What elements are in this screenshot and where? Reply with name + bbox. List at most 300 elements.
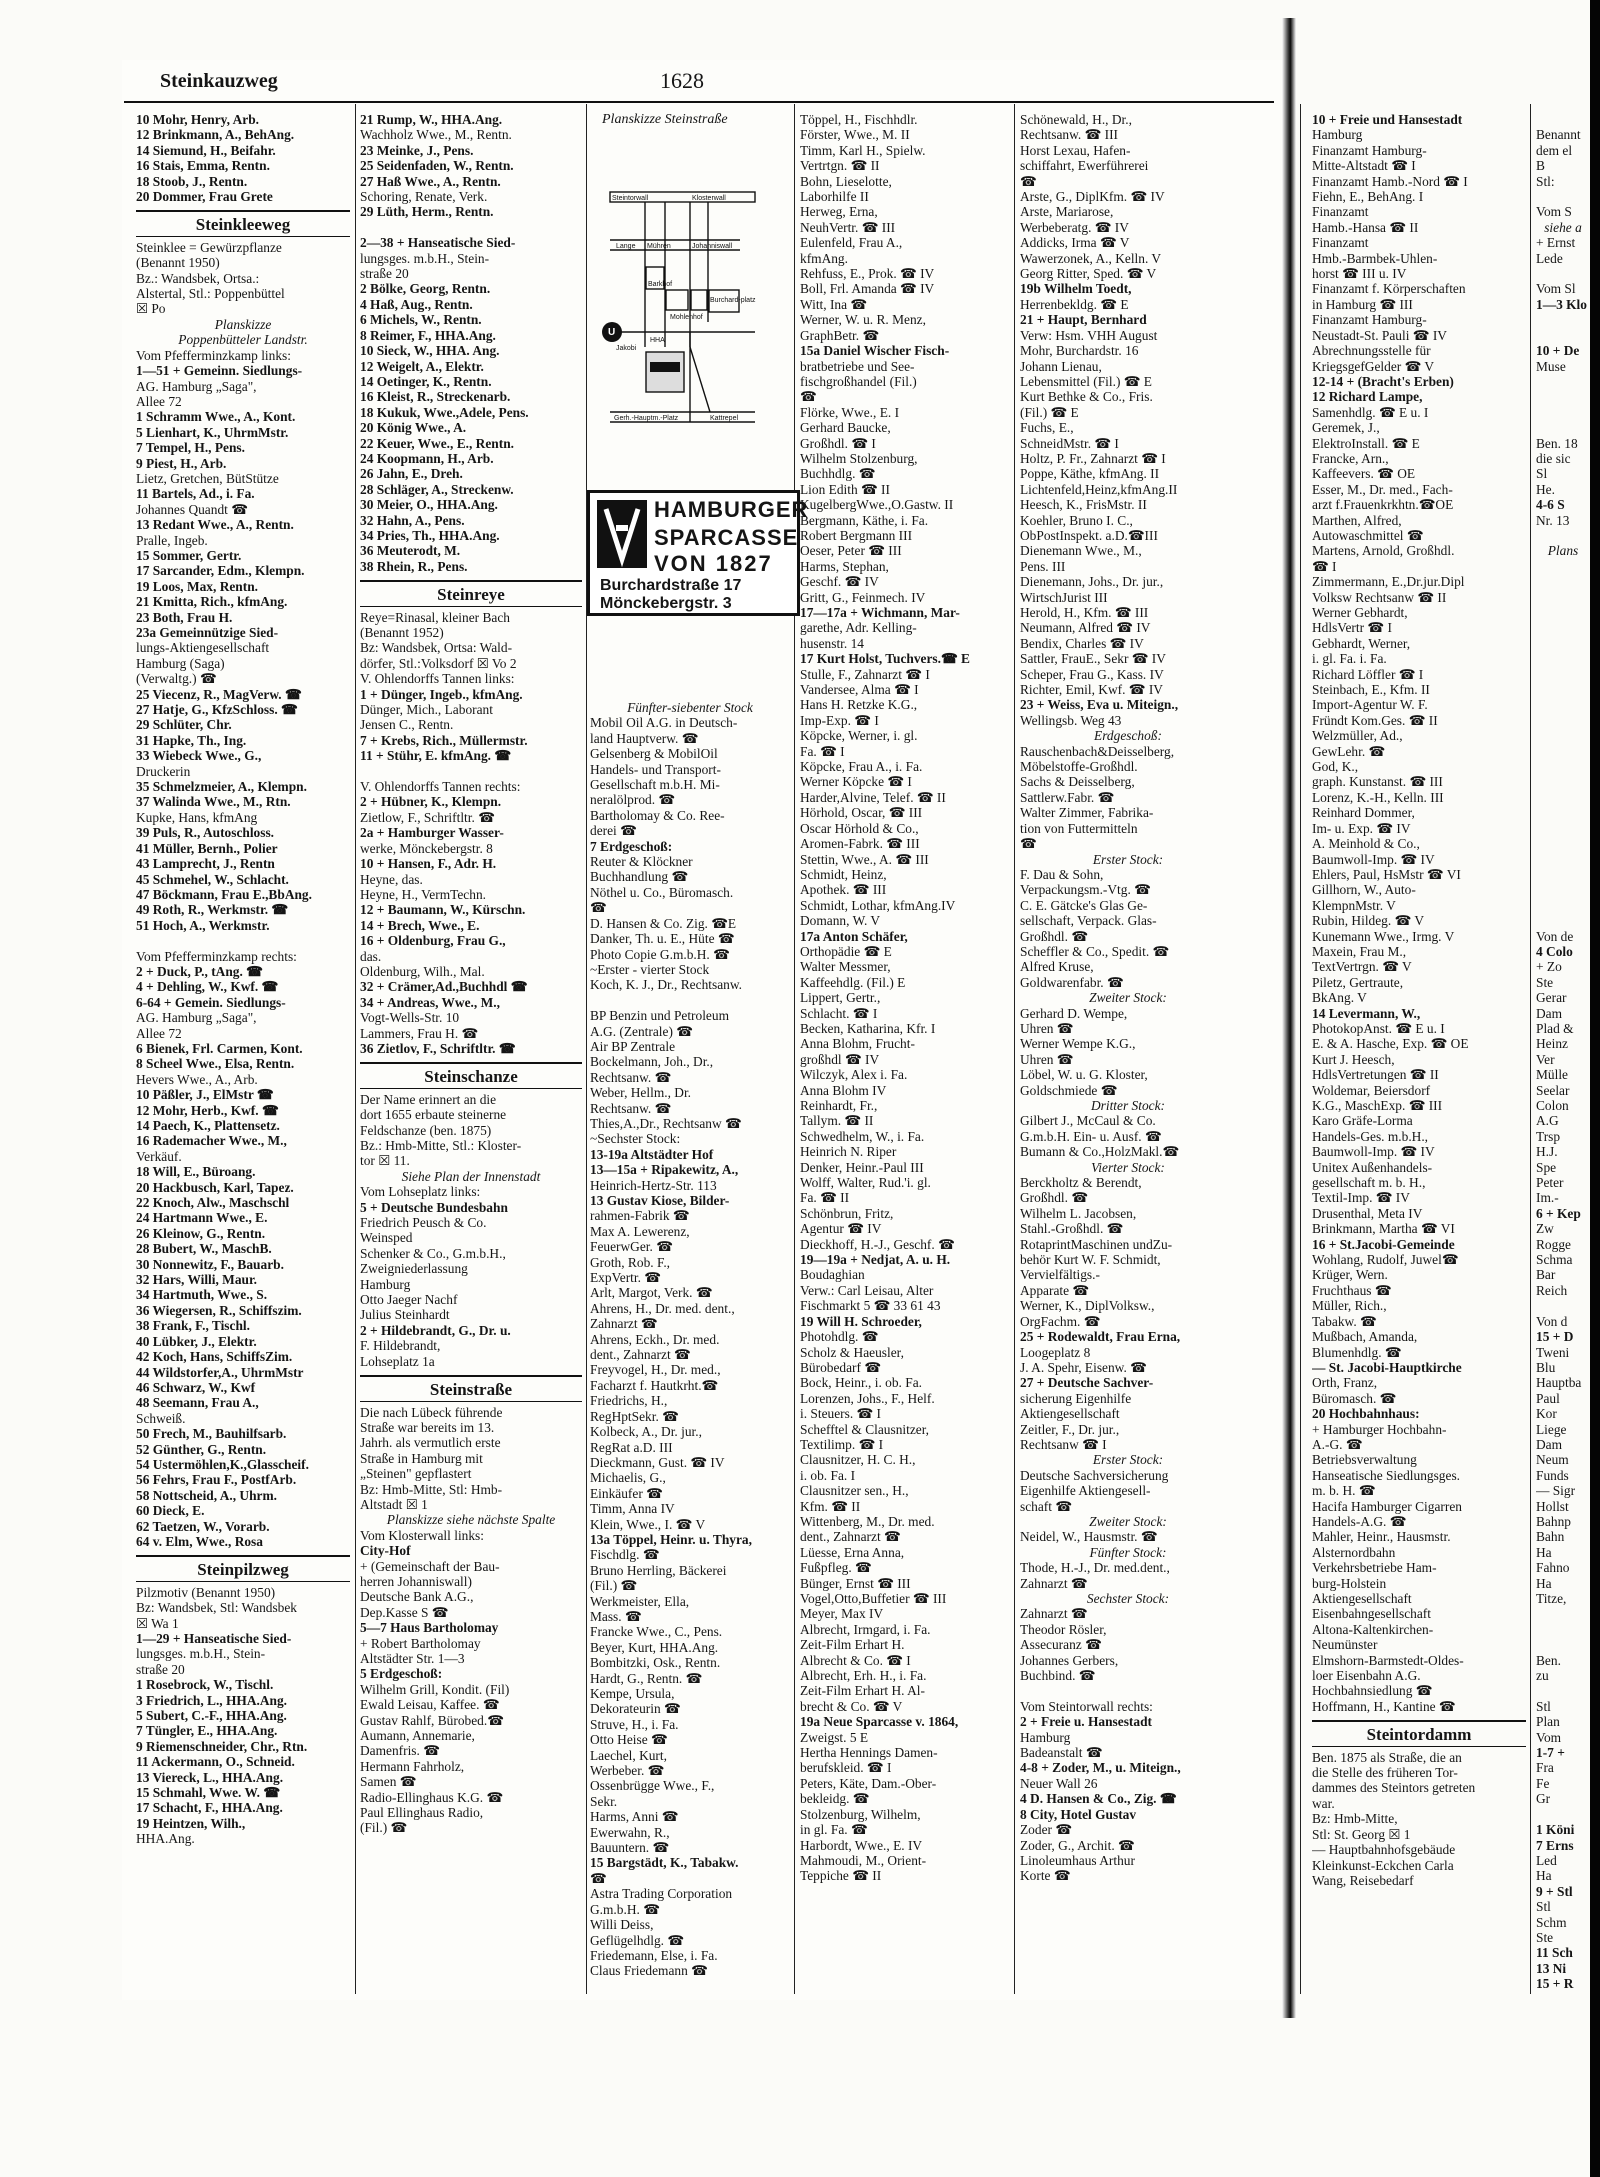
directory-entry: Gritt, G., Feinmech. IV <box>800 589 926 605</box>
map-label: Mohlenhof <box>670 314 703 321</box>
directory-entry: 15 + D <box>1536 1329 1574 1345</box>
map-label: Gerh.-Hauptm.-Platz <box>614 415 679 422</box>
directory-entry: Herweg, Erna, <box>800 204 878 220</box>
directory-entry: 18 Will, E., Büroang. <box>136 1164 256 1180</box>
directory-entry: Mohr, Burchardstr. 16 <box>1020 343 1139 359</box>
directory-entry: Verkäuf. <box>136 1148 182 1164</box>
directory-entry: Paul Ellinghaus Radio, <box>360 1805 484 1821</box>
directory-entry: Schoring, Renate, Verk. <box>360 189 488 205</box>
map-title: Planskizze Steinstraße <box>602 112 728 127</box>
directory-entry: Colon <box>1536 1098 1569 1113</box>
directory-entry: Schmidt, Lothar, kfmAng.IV <box>800 897 956 913</box>
directory-entry: Harbordt, Wwe., E. IV <box>800 1837 923 1853</box>
directory-entry: Denker, Heinr.-Paul III <box>800 1159 924 1175</box>
section-note: siehe a <box>1544 219 1582 235</box>
directory-entry: 27 + Deutsche Sachver- <box>1020 1375 1154 1391</box>
directory-entry: AG. Hamburg „Saga", <box>136 1010 257 1026</box>
section-note: Erster Stock: <box>1092 1452 1164 1468</box>
directory-entry: Buchhdlg. ☎ <box>800 466 876 482</box>
directory-entry: Ver <box>1536 1051 1555 1067</box>
directory-entry: 64 v. Elm, Wwe., Rosa <box>136 1533 263 1549</box>
directory-entry: Wohlang, Rudolf, Juwel☎ <box>1312 1252 1459 1268</box>
directory-entry: SchneidMstr. ☎ I <box>1020 435 1119 451</box>
directory-entry: die sic <box>1536 450 1571 466</box>
directory-entry: (Fil.) ☎ <box>360 1820 408 1836</box>
section-note: Erster Stock: <box>1092 851 1164 867</box>
directory-entry: Großhdl. ☎ I <box>800 435 876 451</box>
directory-entry: Bahn <box>1536 1529 1565 1545</box>
directory-entry: schiffahrt, Ewerführerei <box>1020 158 1149 174</box>
directory-entry: Fründt Kom.Ges. ☎ II <box>1312 712 1438 728</box>
directory-entry: Becken, Katharina, Kfr. I <box>800 1020 936 1036</box>
directory-entry: 2a + Hamburger Wasser- <box>360 825 504 841</box>
directory-entry: KlempnMstr. V <box>1312 897 1396 913</box>
directory-entry: Vom Steintorwall rechts: <box>1020 1698 1153 1714</box>
directory-entry: Straße in Hamburg mit <box>360 1450 483 1466</box>
directory-entry: Reye=Rinasal, kleiner Bach <box>360 609 510 625</box>
directory-entry: + Robert Bartholomay <box>360 1635 481 1651</box>
directory-entry: 15 + R <box>1536 1976 1574 1992</box>
directory-entry: 2—38 + Hanseatische Sied- <box>360 235 516 251</box>
directory-entry: 26 Jahn, E., Dreh. <box>360 466 463 482</box>
directory-entry: Gillhorn, W., Auto- <box>1312 882 1416 898</box>
directory-entry: Gustav Rahlf, Bürobed.☎ <box>360 1712 504 1728</box>
directory-entry: ObPostInspekt. a.D.☎III <box>1020 527 1158 543</box>
directory-entry: Kleinkunst-Eckchen Carla <box>1312 1857 1454 1873</box>
directory-entry: Ossenbrügge Wwe., F., <box>590 1778 715 1794</box>
directory-entry: „Steinen" gepflastert <box>360 1466 472 1482</box>
directory-entry: Ha <box>1536 1544 1552 1560</box>
directory-entry: Eigenhilfe Aktiengesell- <box>1020 1483 1151 1499</box>
directory-entry: Clausnitzer, H. C. H., <box>800 1452 916 1468</box>
directory-entry: Aromen-Fabrk. ☎ III <box>800 836 920 852</box>
directory-entry: Esser, M., Dr. med., Fach- <box>1312 481 1453 497</box>
directory-entry: Ben. 18 <box>1536 435 1578 451</box>
directory-entry: Air BP Zentrale <box>590 1038 676 1054</box>
directory-entry: Handels-Ges. m.b.H., <box>1312 1128 1429 1144</box>
spacer <box>590 993 790 1008</box>
directory-entry: lungsges. m.b.H., Stein- <box>360 250 490 266</box>
directory-entry: 24 Hartmann Wwe., E. <box>136 1210 268 1226</box>
directory-entry: Vertrtgn. ☎ II <box>800 158 880 174</box>
directory-entry: behör Kurt W. F. Schmidt, <box>1020 1252 1161 1268</box>
directory-entry: Pralle, Ingeb. <box>136 532 208 548</box>
map-label: Lange <box>616 243 636 250</box>
directory-entry: 22 Keuer, Wwe., E., Rentn. <box>360 435 514 451</box>
directory-entry: GraphBetr. ☎ <box>800 327 880 343</box>
spacer <box>1536 312 1590 327</box>
directory-entry: Alsternordbahn <box>1312 1544 1396 1560</box>
ad-address-2: Mönckebergstr. 3 <box>600 595 732 612</box>
spacer <box>1536 836 1590 851</box>
directory-entry: 28 Bubert, W., MaschB. <box>136 1241 272 1257</box>
directory-entry: graph. Kunstanst. ☎ III <box>1312 774 1443 790</box>
directory-entry: Mußbach, Amanda, <box>1312 1329 1418 1345</box>
directory-entry: straße 20 <box>136 1661 185 1677</box>
directory-entry: G.m.b.H. ☎ <box>590 1901 660 1917</box>
directory-entry: Stl <box>1536 1698 1551 1714</box>
directory-entry: Bz: Wandsbek, Ortsa: Wald- <box>360 640 513 656</box>
directory-entry: Poppe, Käthe, kfmAng. II <box>1020 466 1160 482</box>
directory-entry: Samen ☎ <box>360 1774 417 1790</box>
directory-entry: Welzmüller, Ad., <box>1312 728 1403 744</box>
directory-entry: 11 Bartels, Ad., i. Fa. <box>136 486 255 502</box>
directory-entry: (Benannt 1952) <box>360 625 444 640</box>
directory-entry: Bartholomay & Co. Ree- <box>590 807 725 823</box>
directory-entry: RegHptSekr. ☎ <box>590 1408 679 1424</box>
spacer <box>360 764 582 779</box>
directory-entry: — Sigr <box>1536 1483 1576 1499</box>
directory-entry: Schönewald, H., Dr., <box>1020 112 1132 127</box>
directory-entry: 13a Töppel, Heinr. u. Thyra, <box>590 1531 752 1547</box>
directory-entry: Straße war bereits im 13. <box>360 1419 495 1435</box>
directory-entry: + Hamburger Hochbahn- <box>1312 1421 1447 1437</box>
directory-entry: Finanzamt Hamb.-Nord ☎ I <box>1312 173 1468 189</box>
directory-entry: 1 Rosebrock, W., Tischl. <box>136 1677 274 1693</box>
directory-entry: Holtz, P. Fr., Zahnarzt ☎ I <box>1020 450 1166 466</box>
section-note: Planskizze siehe nächste Spalte <box>386 1512 556 1528</box>
directory-entry: Facharzt f. Hautkrht.☎ <box>590 1377 719 1393</box>
directory-entry: Lippert, Gertr., <box>800 990 881 1006</box>
directory-entry: Francke Wwe., C., Pens. <box>590 1624 723 1640</box>
directory-entry: Die nach Lübeck führende <box>360 1404 503 1420</box>
directory-entry: Meyer, Max IV <box>800 1606 884 1622</box>
directory-entry: Schma <box>1536 1252 1573 1268</box>
directory-entry: 29 Schlüter, Chr. <box>136 717 232 733</box>
directory-entry: 24 Koopmann, H., Arb. <box>360 450 494 466</box>
directory-entry: ☎ <box>590 1870 607 1886</box>
directory-entry: neralölprod. ☎ <box>590 792 676 808</box>
map-label: HHA <box>650 337 665 344</box>
directory-entry: ~Sechster Stock: <box>590 1131 681 1147</box>
column-divider <box>1300 104 1301 1994</box>
directory-entry: 8 City, Hotel Gustav <box>1020 1806 1137 1822</box>
directory-entry: Hamburg (Saga) <box>136 655 225 671</box>
directory-entry: G.m.b.H. Ein- u. Ausf. ☎ <box>1020 1128 1162 1144</box>
directory-entry: Zweigniederlassung <box>360 1261 468 1277</box>
directory-entry: 5 Subert, C.-F., HHA.Ang. <box>136 1708 287 1724</box>
directory-entry: garethe, Adr. Kelling- <box>800 620 917 636</box>
directory-entry: Theodor Rösler, <box>1020 1621 1107 1637</box>
directory-entry: Titze, <box>1536 1591 1567 1606</box>
directory-entry: Harms, Anni ☎ <box>590 1809 679 1825</box>
spacer <box>1536 266 1590 281</box>
directory-entry: Zahnarzt ☎ <box>1020 1606 1088 1622</box>
directory-entry: Heinrich N. Riper <box>800 1144 897 1160</box>
map-label: Johanniswall <box>692 243 733 250</box>
directory-entry: Gr <box>1536 1791 1551 1807</box>
spacer <box>136 933 350 948</box>
directory-entry: Thies,A.,Dr., Rechtsanw ☎ <box>590 1115 742 1131</box>
directory-entry: Stettin, Wwe., A. ☎ III <box>800 851 929 867</box>
street-heading: Steinkleeweg <box>136 210 350 236</box>
directory-entry: 3 Friedrich, L., HHA.Ang. <box>136 1692 288 1708</box>
directory-entry: Schönbrun, Fritz, <box>800 1205 894 1221</box>
directory-entry: m. b. H. ☎ <box>1312 1483 1376 1499</box>
directory-entry: derei ☎ <box>590 823 637 839</box>
directory-entry: herren Johanniswall) <box>360 1573 472 1589</box>
directory-entry: 5 + Deutsche Bundesbahn <box>360 1199 508 1215</box>
directory-entry: Herrenbekldg. ☎ E <box>1020 296 1129 312</box>
directory-entry: Schwedhelm, W., i. Fa. <box>800 1128 925 1144</box>
directory-entry: Anna Blohm, Frucht- <box>800 1036 915 1052</box>
directory-entry: Seelar <box>1536 1082 1570 1098</box>
directory-entry: Lorenz, K.-H., Kelln. III <box>1312 789 1444 805</box>
column-divider <box>794 104 795 1994</box>
directory-entry: bratbetriebe und See- <box>800 358 915 374</box>
directory-entry: 7 Tüngler, E., HHA.Ang. <box>136 1723 278 1739</box>
directory-entry: 6 Bienek, Frl. Carmen, Kont. <box>136 1040 303 1056</box>
directory-entry: Johannes Gerbers, <box>1020 1652 1119 1668</box>
directory-entry: Hoffmann, H., Kantine ☎ <box>1312 1698 1456 1714</box>
directory-entry: Hollst <box>1536 1498 1569 1514</box>
directory-entry: Fe <box>1536 1775 1550 1791</box>
directory-entry: Photo Copie G.m.b.H. ☎ <box>590 946 730 962</box>
directory-entry: 34 + Andreas, Wwe., M., <box>360 994 500 1010</box>
directory-entry: Verpackungsm.-Vtg. ☎ <box>1020 882 1151 898</box>
directory-entry: Verw.: Carl Leisau, Alter <box>800 1282 934 1298</box>
directory-entry: OrgFachm. ☎ <box>1020 1313 1101 1329</box>
directory-entry: 4 D. Hansen & Co., Zig. ☎ <box>1020 1791 1177 1807</box>
directory-entry: Uhren ☎ <box>1020 1051 1074 1067</box>
directory-entry: 16 Stais, Emma, Rentn. <box>136 158 270 174</box>
directory-entry: Schlacht. ☎ I <box>800 1005 878 1021</box>
directory-entry: i. gl. Fa. i. Fa. <box>1312 651 1387 667</box>
directory-entry: Vom Lohseplatz links: <box>360 1184 481 1200</box>
directory-entry: tor ☒ 11. <box>360 1153 410 1169</box>
directory-entry: Oscar Hörhold & Co., <box>800 820 919 836</box>
column-divider <box>1530 104 1531 1994</box>
directory-entry: Bahnp <box>1536 1513 1571 1529</box>
directory-entry: Boll, Frl. Amanda ☎ IV <box>800 281 935 297</box>
directory-column-2 <box>360 112 582 2002</box>
directory-entry: Assecuranz ☎ <box>1020 1637 1102 1653</box>
directory-entry: Mahler, Heinr., Hausmstr. <box>1312 1529 1451 1545</box>
directory-entry: Zoder ☎ <box>1020 1822 1072 1838</box>
directory-entry: Dieckhoff, H.-J., Geschf. ☎ <box>800 1236 955 1252</box>
spacer <box>1536 728 1590 743</box>
spacer <box>1536 805 1590 820</box>
directory-entry: Kolbeck, A., Dr. jur., <box>590 1424 702 1440</box>
directory-entry: 4 + Dehling, W., Kwf. ☎ <box>136 979 279 995</box>
directory-entry: Bünger, Ernst ☎ III <box>800 1575 911 1591</box>
directory-entry: Bz: Wandsbek, Stl: Wandsbek <box>136 1600 297 1616</box>
directory-entry: dent., Zahnarzt ☎ <box>800 1529 901 1545</box>
directory-entry: Fischdlg. ☎ <box>590 1547 660 1563</box>
directory-entry: 10 + Freie und Hansestadt <box>1312 112 1463 127</box>
directory-entry: 36 Zietlov, F., Schriftltr. ☎ <box>360 1040 516 1056</box>
directory-entry: 2 + Hübner, K., Klempn. <box>360 794 502 810</box>
directory-entry: Damenfris. ☎ <box>360 1743 440 1759</box>
directory-entry: Gelsenberg & MobilOil <box>590 746 718 762</box>
directory-entry: 12 Mohr, Herb., Kwf. ☎ <box>136 1102 279 1118</box>
directory-entry: Astra Trading Corporation <box>590 1886 733 1902</box>
directory-entry: Lorenzen, Johs., F., Helf. <box>800 1390 935 1406</box>
directory-entry: Köpcke, Werner, i. gl. <box>800 728 918 744</box>
directory-entry: 11 Sch <box>1536 1945 1573 1961</box>
directory-entry: 1 Schramm Wwe., A., Kont. <box>136 409 296 425</box>
directory-entry: 14 Oetinger, K., Rentn. <box>360 373 492 389</box>
directory-entry: 36 Meuterodt, M. <box>360 543 461 559</box>
directory-entry: A.-G. ☎ <box>1312 1436 1363 1452</box>
directory-entry: Bz.: Wandsbek, Ortsa.: <box>136 270 260 286</box>
directory-entry: 54 Ustermöhlen,K.,Glasscheif. <box>136 1456 309 1472</box>
directory-entry: He. <box>1536 481 1555 497</box>
directory-entry: Mülle <box>1536 1067 1568 1083</box>
directory-entry: 34 Pries, Th., HHA.Ang. <box>360 527 500 543</box>
directory-entry: 1 Köni <box>1536 1822 1575 1838</box>
directory-entry: Neidel, W., Hausmstr. ☎ <box>1020 1529 1158 1545</box>
directory-entry: 26 Kleinow, G., Rentn. <box>136 1225 266 1241</box>
directory-entry: Hörhold, Oscar, ☎ III <box>800 805 923 821</box>
directory-entry: (Fil.) ☎ E <box>1020 404 1079 420</box>
directory-entry: Georg Ritter, Sped. ☎ V <box>1020 266 1157 282</box>
directory-entry: Ha <box>1536 1868 1552 1884</box>
directory-entry: 32 Hars, Willi, Maur. <box>136 1272 258 1288</box>
directory-entry: Trsp <box>1536 1128 1561 1144</box>
spacer <box>1536 667 1590 682</box>
map-label: U <box>608 327 616 338</box>
directory-entry: Wilczyk, Alex i. Fa. <box>800 1067 908 1083</box>
directory-entry: 38 Rhein, R., Pens. <box>360 558 468 574</box>
spacer <box>1536 374 1590 389</box>
directory-entry: Ste <box>1536 974 1554 990</box>
directory-entry: Dam <box>1536 1436 1563 1452</box>
directory-entry: 19b Wilhelm Toedt, <box>1020 281 1132 297</box>
directory-entry: 12 Weigelt, A., Elektr. <box>360 358 484 374</box>
directory-entry: 38 Frank, F., Tischl. <box>136 1318 250 1334</box>
directory-entry: Bombitzki, Osk., Rentn. <box>590 1655 721 1671</box>
directory-entry: sellschaft, Verpack. Glas- <box>1020 913 1157 929</box>
directory-entry: God, K., <box>1312 759 1359 775</box>
directory-entry: Dam <box>1536 1005 1563 1021</box>
map-label: Barkhof <box>648 281 673 288</box>
directory-entry: Scheper, Frau G., Kass. IV <box>1020 666 1164 682</box>
directory-column-7-cut <box>1536 112 1590 2002</box>
directory-entry: sicherung Eigenhilfe <box>1020 1390 1132 1406</box>
directory-entry: 44 Wildstorfer,A., UhrmMstr <box>136 1364 304 1380</box>
directory-entry: Hauptba <box>1536 1375 1582 1391</box>
page-number: 1628 <box>660 68 704 93</box>
directory-entry: Hamburg <box>1312 127 1363 143</box>
directory-entry: Rechtsanw. ☎ III <box>1020 127 1118 143</box>
directory-entry: AG. Hamburg „Saga", <box>136 378 257 394</box>
directory-entry: Dünger, Mich., Laborant <box>360 702 493 718</box>
directory-entry: Albrecht, Erh. H., i. Fa. <box>800 1668 927 1684</box>
directory-entry: 47 Böckmann, Frau E.,BbAng. <box>136 886 312 902</box>
directory-entry: Imp-Exp. ☎ I <box>800 712 879 728</box>
directory-entry: Mahmoudi, M., Orient- <box>800 1852 927 1868</box>
directory-entry: Goldwarenfabr. ☎ <box>1020 974 1124 990</box>
directory-entry: Ahrens, Eckh., Dr. med. <box>590 1331 720 1347</box>
spacer <box>1536 189 1590 204</box>
directory-entry: A.G <box>1536 1113 1559 1129</box>
directory-entry: Blu <box>1536 1359 1556 1375</box>
directory-entry: 13—15a + Ripakewitz, A., <box>590 1162 739 1178</box>
directory-entry: Werner Köpcke ☎ I <box>800 774 912 790</box>
directory-entry: Orthopädie ☎ E <box>800 943 892 959</box>
map-label: Kattrepel <box>710 415 739 422</box>
directory-entry: 7 Erdgeschoß: <box>590 838 673 854</box>
directory-entry: Reuter & Klöckner <box>590 854 693 870</box>
directory-entry: Mobil Oil A.G. in Deutsch- <box>590 715 738 731</box>
directory-entry: 30 Nonnewitz, F., Bauarb. <box>136 1256 284 1272</box>
directory-entry: Richter, Emil, Kwf. ☎ IV <box>1020 682 1163 698</box>
directory-entry: Bauuntern. ☎ <box>590 1840 670 1856</box>
directory-entry: Kaffeevers. ☎ OE <box>1312 466 1416 482</box>
directory-entry: 2 + Hildebrandt, G., Dr. u. <box>360 1322 511 1338</box>
building-entry: 20 Hochbahnhaus: <box>1312 1406 1420 1422</box>
directory-entry: — Hauptbahnhofsgebäude <box>1312 1842 1456 1858</box>
directory-entry: zu <box>1536 1668 1549 1684</box>
sparcasse-logo-icon <box>596 499 648 569</box>
directory-entry: 1-7 + <box>1536 1745 1565 1761</box>
directory-entry: H.J. <box>1536 1144 1558 1160</box>
directory-entry: Tallym. ☎ II <box>800 1113 874 1129</box>
directory-entry: Friedrich Peusch & Co. <box>360 1215 487 1231</box>
directory-entry: Heinz <box>1536 1036 1568 1052</box>
directory-entry: die Stelle des früheren Tor- <box>1312 1765 1458 1781</box>
directory-entry: Sl <box>1536 466 1548 482</box>
directory-entry: i. Steuers. ☎ I <box>800 1406 882 1422</box>
directory-entry: Altstadt ☒ 1 <box>360 1496 428 1512</box>
directory-entry: Gebhardt, Werner, <box>1312 635 1411 651</box>
directory-entry: 1—3 Klo <box>1536 296 1587 312</box>
directory-entry: Brinkmann, Martha ☎ VI <box>1312 1221 1455 1237</box>
directory-entry: Zw <box>1536 1221 1554 1237</box>
directory-entry: Geremek, J., <box>1312 420 1380 436</box>
directory-entry: Freyvogel, H., Dr. med., <box>590 1362 721 1378</box>
directory-entry: 9 + Stl <box>1536 1883 1573 1899</box>
directory-entry: ☒ Po <box>136 301 166 317</box>
spacer <box>1536 759 1590 774</box>
directory-entry: Ben. 1875 als Straße, die an <box>1312 1749 1462 1765</box>
directory-entry: Eisenbahngesellschaft <box>1312 1606 1431 1622</box>
directory-entry: 39 Puls, R., Autoschloss. <box>136 825 275 841</box>
section-note: Dritter Stock: <box>1090 1098 1165 1113</box>
directory-entry: Richard Löffler ☎ I <box>1312 666 1424 682</box>
directory-entry: 58 Nottscheid, A., Uhrm. <box>136 1487 277 1503</box>
directory-entry: HHA.Ang. <box>136 1831 195 1847</box>
directory-entry: Von d <box>1536 1313 1568 1329</box>
directory-entry: Friedemann, Else, i. Fa. <box>590 1947 718 1963</box>
directory-entry: Fa. ☎ I <box>800 743 845 759</box>
directory-entry: V. Ohlendorffs Tannen rechts: <box>360 779 521 795</box>
directory-entry: Zimmermann, E.,Dr.jur.Dipl <box>1312 574 1465 590</box>
directory-entry: Verkehrsbetriebe Ham- <box>1312 1560 1437 1576</box>
directory-entry: Vervielfältigs.- <box>1020 1267 1100 1283</box>
directory-entry: 7 + Krebs, Rich., Müllermstr. <box>360 732 528 748</box>
directory-entry: Dienemann Wwe., M., <box>1020 543 1142 559</box>
directory-entry: KugelbergWwe.,O.Gastw. II <box>800 497 954 513</box>
directory-entry: Kempe, Ursula, <box>590 1686 675 1701</box>
directory-entry: Bz: Hmb-Mitte, Stl: Hmb- <box>360 1481 503 1497</box>
directory-entry: fischgroßhandel (Fil.) <box>800 373 917 389</box>
directory-entry: Kunemann Wwe., Irmg. V <box>1312 928 1455 944</box>
directory-entry: Steinklee = Gewürzpflanze <box>136 239 282 255</box>
directory-entry: Aumann, Annemarie, <box>360 1728 475 1744</box>
directory-entry: ☎ <box>800 389 817 405</box>
directory-entry: 14 + Brech, Wwe., E. <box>360 917 480 933</box>
directory-entry: Vom Klosterwall links: <box>360 1527 484 1543</box>
directory-entry: Unitex Außenhandels- <box>1312 1159 1433 1175</box>
spacer <box>1536 574 1590 589</box>
directory-entry: Stl: <box>1536 173 1555 189</box>
directory-entry: Struve, H., i. Fa. <box>590 1716 679 1732</box>
directory-entry: 5 Erdgeschoß: <box>360 1666 443 1682</box>
directory-entry: Zeit-Film Erhart H. <box>800 1637 905 1653</box>
directory-entry: Jensen C., Rentn. <box>360 717 454 733</box>
